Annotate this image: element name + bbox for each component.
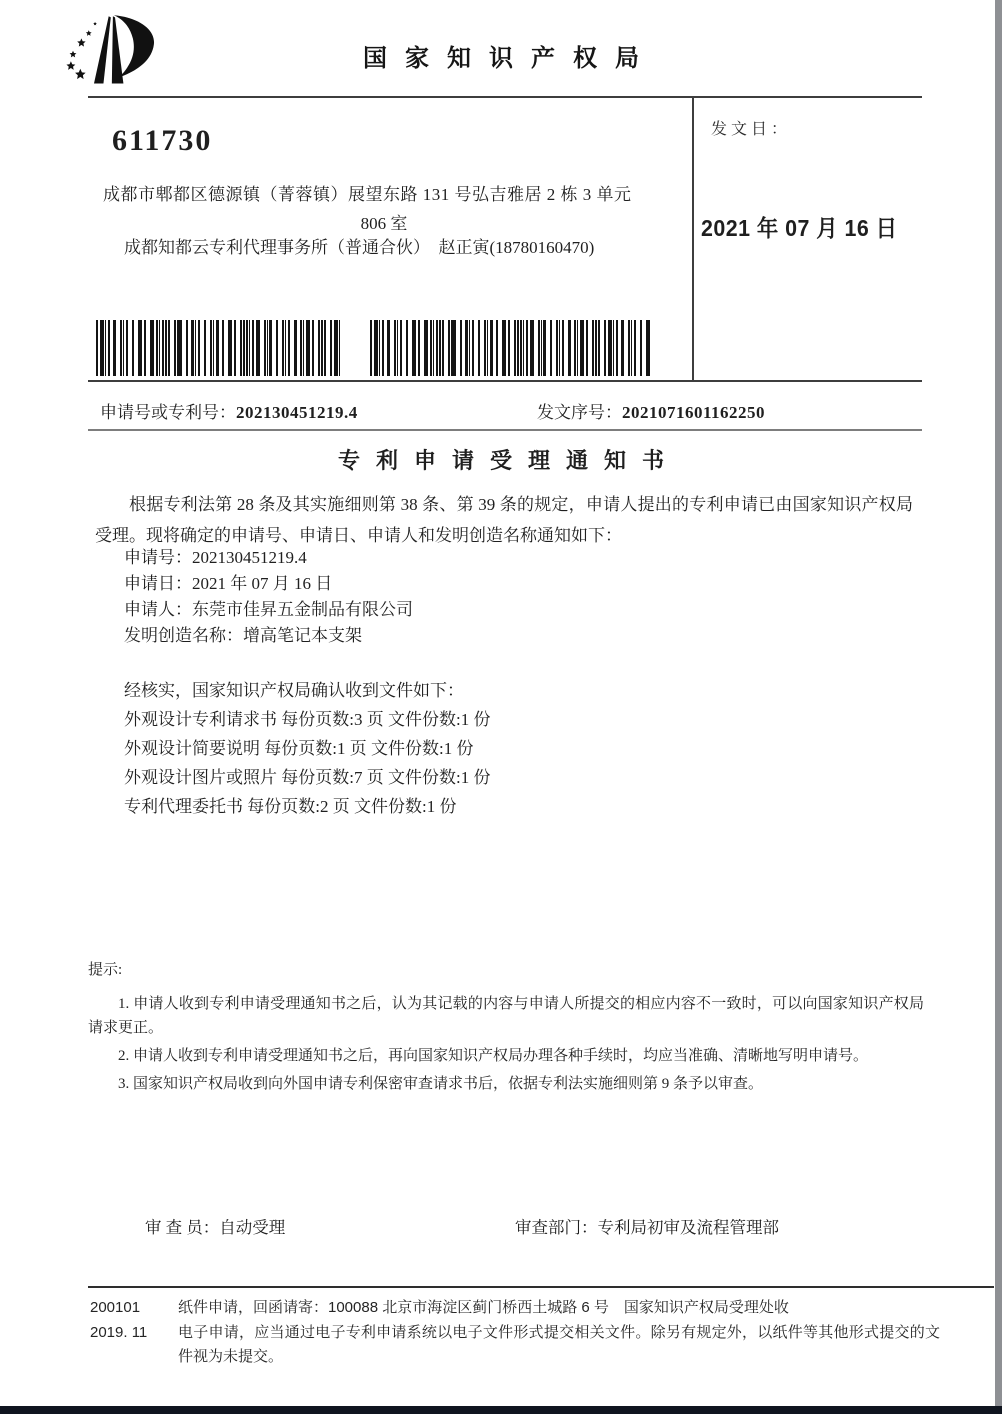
dispatch-box-divider [692,96,694,382]
scan-bottom-bar [0,1406,1002,1414]
detail-row-application-number [124,545,413,571]
reference-row-bottom-divider [88,429,922,431]
dispatch-date-value: 2021 年 07 月 16 日 [701,215,898,241]
barcode-right [370,320,650,376]
received-document-row: 外观设计图片或照片 每份页数:7 页 文件份数:1 份 [124,768,491,787]
dispatch-serial-label: 发文序号： [537,403,622,422]
department-label: 审查部门： [515,1218,598,1237]
detail-row-invention-title [124,623,413,649]
detail-row-filing-date [124,571,413,597]
examiner-label: 审 查 员： [145,1218,220,1237]
recipient-agent-line: 成都知都云专利代理事务所（普通合伙） 赵正寅(18780160470) [124,238,595,257]
notice-intro-paragraph: 根据专利法第 28 条及其实施细则第 38 条、第 39 条的规定，申请人提出的专利申请已由国家知识产权局受理。现将确定的申请号、申请日、申请人和发明创造名称通知如下： [95,495,913,545]
page-title-agency: 国家知识产权局 [363,46,657,72]
recipient-code: 611730 [112,124,213,157]
received-document-row: 外观设计专利请求书 每份页数:3 页 文件份数:1 份 [124,710,491,729]
detail-label: 申请日： [124,574,192,593]
footer-form-codes [90,1296,147,1345]
application-number-value: 202130451219.4 [236,403,358,422]
received-document-row: 专利代理委托书 每份页数:2 页 文件份数:1 份 [124,797,457,816]
detail-label: 申请人： [124,600,192,619]
recipient-address-line1: 成都市郫都区德源镇（菁蓉镇）展望东路 131 号弘吉雅居 2 栋 3 单元 [103,185,632,204]
tip-item-3: 3. 国家知识产权局收到向外国申请专利保密审查请求书后，依据专利法实施细则第 9 条予以审查。 [118,1076,764,1092]
footer-divider [88,1286,994,1288]
detail-value: 202130451219.4 [192,548,307,567]
received-documents-intro: 经核实，国家知识产权局确认收到文件如下： [124,681,464,700]
detail-value: 东莞市佳昇五金制品有限公司 [192,600,413,619]
detail-value: 2021 年 07 月 16 日 [192,574,333,593]
dispatch-serial-value: 2021071601162250 [622,403,766,422]
tip-item-1: 1. 申请人收到专利申请受理通知书之后，认为其记载的内容与申请人所提交的相应内容不一致时，可以向国家知识产权局请求更正。 [88,996,924,1036]
received-document-row: 外观设计简要说明 每份页数:1 页 文件份数:1 份 [124,739,474,758]
dispatch-date-label: 发文日： [711,121,792,138]
examiner-value: 自动受理 [219,1218,286,1237]
detail-value: 增高笔记本支架 [243,626,362,645]
application-number-field [100,398,358,423]
footer-paper-note: 纸件申请，回函请寄：100088 北京市海淀区蓟门桥西土城路 6 号 国家知识产权局受理处收 [178,1299,789,1316]
tip-item-2: 2. 申请人收到专利申请受理通知书之后，再向国家知识产权局办理各种手续时，均应当准确、清晰地写明申请号。 [118,1048,869,1064]
dispatch-serial-field [537,398,765,423]
department-value: 专利局初审及流程管理部 [597,1218,779,1237]
detail-row-applicant [124,597,413,623]
detail-label: 申请号： [124,548,192,567]
detail-label: 发明创造名称： [124,626,243,645]
recipient-address-line2: 806 室 [360,214,408,233]
reference-row-top-divider [88,380,922,382]
barcode-left [96,320,341,376]
header-divider [88,96,922,98]
application-number-label: 申请号或专利号： [100,403,236,422]
tips-section [88,958,924,1100]
received-documents-list [124,676,490,821]
footer-form-code: 200101 [90,1299,141,1316]
department-field [515,1214,779,1238]
footer-notes [178,1296,940,1370]
notice-title: 专利申请受理通知书 [337,448,680,473]
tips-heading: 提示: [88,962,123,978]
footer-form-date: 2019. 11 [90,1323,148,1341]
application-details-list [124,545,413,649]
scan-edge-strip [995,0,1002,1414]
examiner-field [145,1214,285,1238]
footer-electronic-note: 电子申请，应当通过电子专利申请系统以电子文件形式提交相关文件。除另有规定外，以纸件等其他形式提交的文件视为未提交。 [178,1323,940,1365]
